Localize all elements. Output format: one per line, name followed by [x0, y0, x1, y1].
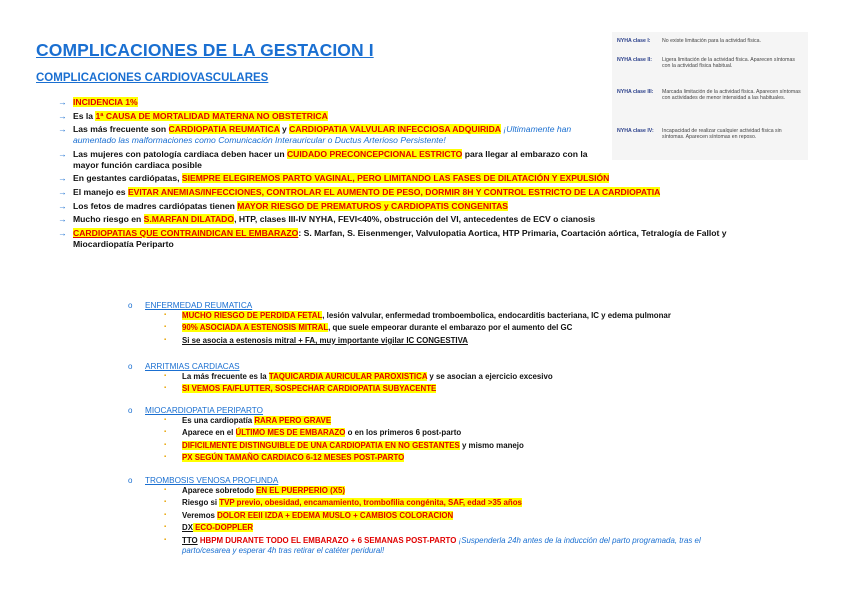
red-text: HBPM DURANTE TODO EL EMBARAZO + 6 SEMANAS POST-PARTO: [197, 535, 457, 545]
highlight: CUIDADO PRECONCEPCIONAL ESTRICTO: [286, 148, 463, 159]
highlight: INCIDENCIA 1%: [73, 97, 138, 107]
section-miocardiopatia: [128, 405, 778, 466]
highlight: ECO-DOPPLER: [192, 523, 254, 533]
sub-item: [164, 536, 742, 557]
nyha-row: [617, 38, 804, 44]
text: , lesión valvular, enfermedad tromboembolica, endocarditis bacteriana, IC y edema pulmonar: [322, 311, 671, 320]
square-bullet-icon: ▪: [164, 499, 167, 506]
section-title: [128, 405, 778, 416]
arrow-icon: →: [58, 148, 67, 159]
section-enfermedad-reumatica: [128, 300, 778, 348]
sub-item: [164, 453, 778, 463]
square-bullet-icon: ▪: [164, 336, 167, 343]
bullet-circle-icon: o: [128, 476, 133, 485]
page-title: COMPLICACIONES DE LA GESTACION I: [36, 40, 374, 60]
section-tvp: [128, 475, 778, 558]
section-title-text: TROMBOSIS VENOSA PROFUNDA: [145, 476, 279, 485]
bullet-item: [58, 187, 778, 198]
nyha-class: NYHA clase II:: [617, 57, 652, 63]
highlight: CARDIOPATIAS QUE CONTRAINDICAN EL EMBARAZO: [73, 227, 299, 238]
section-arritmias: [128, 361, 778, 397]
text: Es una cardiopatía: [182, 416, 255, 425]
square-bullet-icon: ▪: [164, 429, 167, 436]
note: ¡Ultimamente han aumentado las malformaciones como Comunicación Interauricular o Ductus Arterioso Persistente!: [73, 124, 572, 146]
text: y: [279, 124, 290, 135]
nyha-desc: Incapacidad de realizar cualquier actividad física sin síntomas. Aparecen síntomas en reposo.: [662, 128, 782, 141]
square-bullet-icon: ▪: [164, 487, 167, 493]
section-subtitle: COMPLICACIONES CARDIOVASCULARES: [36, 72, 269, 84]
square-bullet-icon: ▪: [164, 324, 167, 331]
highlight: EN EL PUERPERIO (X5): [256, 486, 345, 495]
bullet-item: [58, 214, 778, 225]
highlight: ÚLTIMO MES DE EMBARAZO: [235, 428, 346, 438]
bullet-item: [58, 173, 633, 184]
nyha-row: [617, 57, 804, 70]
nyha-class: NYHA clase IV:: [617, 128, 654, 134]
sub-item: [164, 336, 778, 346]
square-bullet-icon: ▪: [164, 312, 167, 318]
nyha-desc: No existe limitación para la actividad física.: [662, 38, 761, 44]
sub-item: [164, 523, 778, 533]
text: Si se asocia a estenosis mitral + FA, muy importante vigilar IC CONGESTIVA: [182, 335, 468, 345]
sub-list: [128, 416, 778, 464]
nyha-desc: Ligera limitación de la actividad física. Aparecen síntomas con la actividad física habitual.: [662, 57, 795, 70]
square-bullet-icon: ▪: [164, 373, 167, 379]
sub-item: [164, 384, 778, 394]
bullet-circle-icon: o: [128, 301, 133, 310]
sub-item: [164, 323, 778, 333]
square-bullet-icon: ▪: [164, 511, 167, 518]
highlight: S.MARFAN DILATADO: [143, 214, 235, 225]
nyha-desc: Marcada limitación de la actividad física. Aparecen síntomas con actividades de menor intensidad a las habituales.: [662, 89, 801, 102]
main-bullet-list: [58, 97, 778, 252]
sub-item: [164, 486, 778, 496]
bullet-item: [58, 97, 593, 108]
highlight: SI VEMOS FA/FLUTTER, SOSPECHAR CARDIOPATIA SUBYACENTE: [182, 384, 437, 394]
text: El manejo es: [73, 186, 128, 197]
highlight: CARDIOPATIA REUMATICA: [168, 124, 280, 135]
sub-item: [164, 441, 778, 451]
text: Las más frecuente son: [73, 124, 169, 135]
square-bullet-icon: ▪: [164, 441, 167, 448]
section-title: [128, 300, 778, 311]
nyha-class: NYHA clase III:: [617, 89, 654, 95]
highlight: MUCHO RIESGO DE PERDIDA FETAL: [182, 311, 323, 320]
sub-item: [164, 416, 778, 426]
section-title: [128, 361, 778, 372]
bullet-circle-icon: o: [128, 362, 133, 371]
section-title-text: MIOCARDIOPATIA PERIPARTO: [145, 406, 263, 415]
highlight: CARDIOPATIA VALVULAR INFECCIOSA ADQUIRIDA: [289, 124, 501, 135]
bullet-circle-icon: o: [128, 406, 133, 415]
highlight: DOLOR EEII IZDA + EDEMA MUSLO + CAMBIOS COLORACION: [217, 510, 454, 520]
square-bullet-icon: ▪: [164, 536, 167, 543]
text: Veremos: [182, 510, 218, 520]
text: Es la: [73, 110, 96, 121]
highlight: MAYOR RIESGO DE PREMATUROS y CARDIOPATIS CONGENITAS: [237, 200, 509, 211]
text: y mismo manejo: [459, 440, 524, 450]
text: o en los primeros 6 post-parto: [345, 428, 462, 438]
text: DX: [182, 523, 193, 533]
highlight: TVP previo, obesidad, encamamiento, trombofilia congénita, SAF, edad >35 años: [219, 498, 522, 508]
square-bullet-icon: ▪: [164, 385, 167, 392]
text: : S. Marfan, S. Eisenmenger, Valvulopatia Aortica, HTP Primaria, Coartación aórtica, Tetralogía de Fallot y Miocardiopatía Periparto: [73, 227, 727, 249]
bullet-item: [58, 149, 608, 171]
arrow-icon: →: [58, 186, 67, 197]
text: , que suele empeorar durante el embarazo por el aumento del GC: [328, 323, 573, 333]
sub-list: [128, 486, 778, 556]
square-bullet-icon: ▪: [164, 454, 167, 461]
square-bullet-icon: ▪: [164, 524, 167, 531]
text: para llegar al embarazo con la mayor función cardiaca posible: [73, 148, 588, 170]
text: En gestantes cardiópatas,: [73, 173, 182, 184]
text: y se asocian a ejercicio excesivo: [427, 372, 553, 381]
arrow-icon: →: [58, 227, 67, 238]
highlight: EVITAR ANEMIAS/INFECCIONES, CONTROLAR EL AUMENTO DE PESO, DORMIR 8H Y CONTROL ESTRICTO DE LA CARDIOPATIA: [127, 186, 661, 197]
arrow-icon: →: [58, 124, 67, 135]
arrow-icon: →: [58, 173, 67, 184]
highlight: TAQUICARDIA AURICULAR PAROXISTICA: [268, 372, 428, 381]
bullet-item: [58, 124, 608, 146]
arrow-icon: →: [58, 200, 67, 211]
sub-item: [164, 428, 778, 438]
section-title: [128, 475, 778, 486]
text: Los fetos de madres cardiópatas tienen: [73, 200, 238, 211]
text: Riesgo si: [182, 498, 220, 508]
note: ¡Suspenderla 24h antes de la inducción del parto programada, tras el parto/cesarea y esperar 4h tras retirar el catéter peridural!: [182, 535, 701, 556]
text: Aparece sobretodo: [182, 486, 257, 495]
section-title-text: ARRITMIAS CARDIACAS: [145, 362, 240, 371]
arrow-icon: →: [58, 214, 67, 225]
text: TTO: [182, 535, 198, 545]
text: Las mujeres con patología cardiaca deben hacer un: [73, 148, 287, 159]
arrow-icon: →: [58, 97, 67, 107]
sub-list: [128, 372, 778, 395]
sub-item: [164, 311, 778, 321]
bullet-item: [58, 228, 778, 250]
section-title-text: ENFERMEDAD REUMATICA: [145, 301, 253, 310]
sub-item: [164, 498, 778, 508]
nyha-class: NYHA clase I:: [617, 38, 651, 44]
text: La más frecuente es la: [182, 372, 269, 381]
highlight: 1ª CAUSA DE MORTALIDAD MATERNA NO OBSTETRICA: [95, 110, 328, 121]
square-bullet-icon: ▪: [164, 417, 167, 423]
arrow-icon: →: [58, 110, 67, 121]
sub-list: [128, 311, 778, 346]
bullet-item: [58, 111, 593, 122]
highlight: 90% ASOCIADA A ESTENOSIS MITRAL: [182, 323, 329, 333]
text: Mucho riesgo en: [73, 214, 144, 225]
sub-item: [164, 511, 778, 521]
highlight: SIEMPRE ELEGIREMOS PARTO VAGINAL, PERO LIMITANDO LAS FASES DE DILATACIÓN Y EXPULSIÓN: [181, 173, 610, 184]
sub-item: [164, 372, 778, 382]
text: , HTP, clases III-IV NYHA, FEVI<40%, obstrucción del VI, antecedentes de ECV o cianosis: [234, 214, 596, 225]
text: Aparece en el: [182, 428, 236, 438]
bullet-item: [58, 201, 778, 212]
highlight: RARA PERO GRAVE: [254, 416, 332, 425]
highlight: DIFICILMENTE DISTINGUIBLE DE UNA CARDIOPATIA EN NO GESTANTES: [182, 440, 460, 450]
highlight: PX SEGÚN TAMAÑO CARDIACO 6-12 MESES POST-PARTO: [182, 453, 405, 463]
